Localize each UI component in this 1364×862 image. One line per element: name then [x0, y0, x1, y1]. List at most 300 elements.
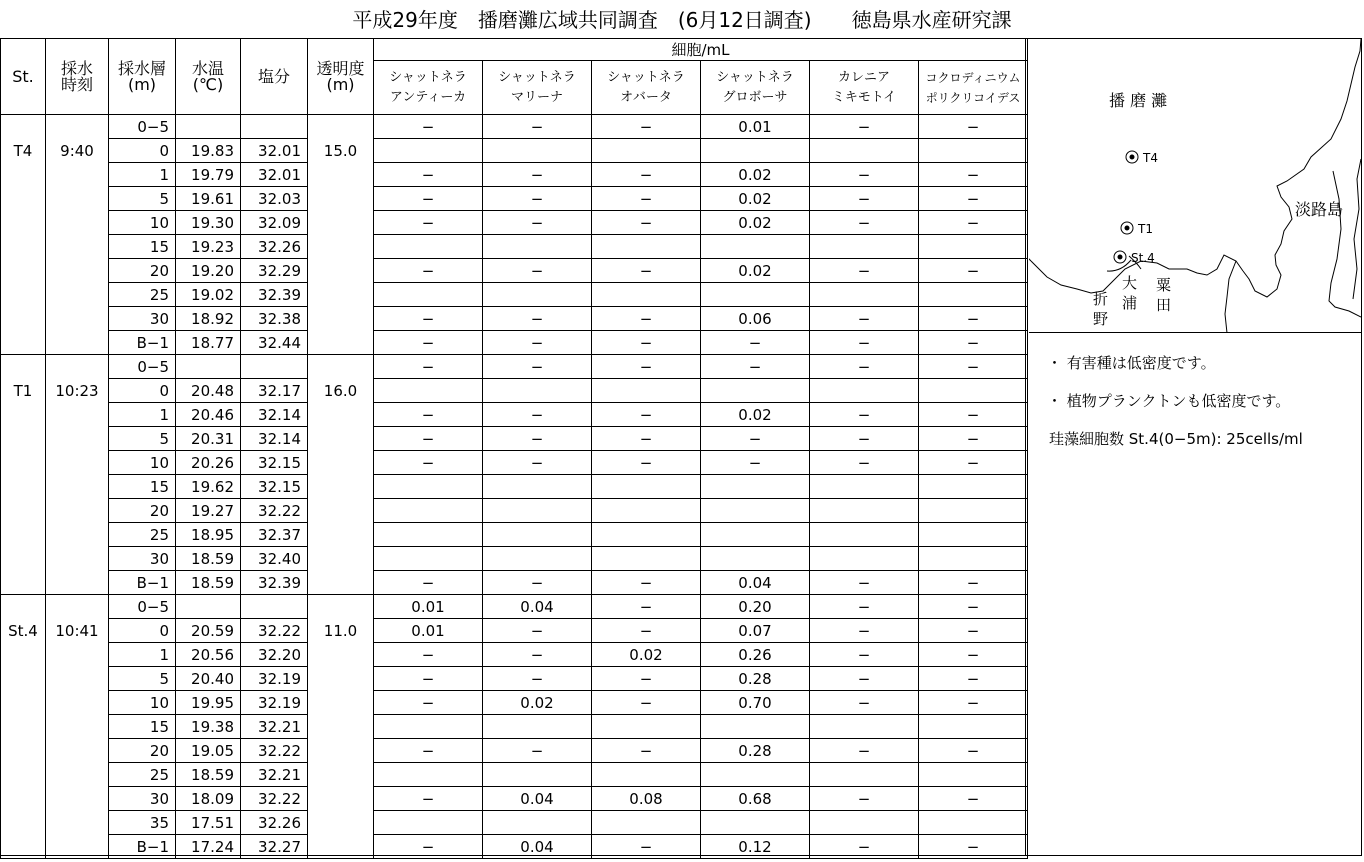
- depth-cell: 1: [109, 163, 176, 187]
- temp-cell: 19.62: [176, 475, 241, 499]
- cell-density: −: [483, 331, 592, 355]
- cell-density: [374, 763, 483, 787]
- cell-density: 0.12: [701, 835, 810, 859]
- cell-density: −: [592, 835, 701, 859]
- salinity-cell: 32.20: [241, 643, 308, 667]
- salinity-cell: 32.26: [241, 235, 308, 259]
- table-row: [1, 595, 1028, 619]
- depth-cell: 1: [109, 643, 176, 667]
- cell-density: 0.04: [483, 787, 592, 811]
- cell-density: −: [592, 451, 701, 475]
- salinity-cell: 32.38: [241, 307, 308, 331]
- cell-density: −: [592, 739, 701, 763]
- cell-density: [592, 235, 701, 259]
- depth-cell: 20: [109, 259, 176, 283]
- cell-density: −: [374, 739, 483, 763]
- depth-cell: 30: [109, 547, 176, 571]
- temp-cell: 20.26: [176, 451, 241, 475]
- cell-density: −: [483, 667, 592, 691]
- cell-density: 0.26: [701, 643, 810, 667]
- salinity-cell: 32.21: [241, 715, 308, 739]
- note-harmful-species: ・ 有害種は低密度です。: [1047, 354, 1216, 372]
- temp-cell: 19.83: [176, 139, 241, 163]
- cell-density: −: [483, 307, 592, 331]
- salinity-cell: 32.01: [241, 163, 308, 187]
- map-sea-label: 播 磨 灘: [1109, 91, 1168, 110]
- salinity-cell: 32.21: [241, 763, 308, 787]
- table-row: [1, 763, 1028, 787]
- depth-cell: 0: [109, 379, 176, 403]
- map-station-t1: T1: [1138, 222, 1153, 236]
- cell-density: −: [810, 667, 919, 691]
- header-species: シャットネラ オバータ: [592, 61, 701, 115]
- cell-density: [592, 475, 701, 499]
- cell-density: [810, 475, 919, 499]
- cell-density: [483, 763, 592, 787]
- table-row: [1, 499, 1028, 523]
- temp-cell: 19.20: [176, 259, 241, 283]
- salinity-cell: 32.03: [241, 187, 308, 211]
- cell-density: [592, 763, 701, 787]
- cell-density: −: [374, 451, 483, 475]
- transparency-cell: 11.0: [308, 595, 374, 859]
- cell-density: −: [592, 307, 701, 331]
- cell-density: −: [919, 427, 1028, 451]
- cell-density: −: [592, 259, 701, 283]
- cell-density: −: [592, 331, 701, 355]
- temp-cell: 20.46: [176, 403, 241, 427]
- time-cell: 10:41: [46, 595, 109, 859]
- cell-density: 0.02: [592, 643, 701, 667]
- cell-density: [483, 499, 592, 523]
- depth-cell: 0: [109, 619, 176, 643]
- depth-cell: 15: [109, 475, 176, 499]
- cell-density: 0.02: [701, 259, 810, 283]
- cell-density: −: [810, 739, 919, 763]
- cell-density: −: [483, 619, 592, 643]
- depth-cell: 1: [109, 403, 176, 427]
- header-species: カレニア ミキモトイ: [810, 61, 919, 115]
- temp-cell: 17.24: [176, 835, 241, 859]
- cell-density: [701, 379, 810, 403]
- cell-density: −: [919, 643, 1028, 667]
- cell-density: −: [592, 403, 701, 427]
- cell-density: −: [701, 355, 810, 379]
- cell-density: −: [592, 163, 701, 187]
- cell-density: −: [919, 691, 1028, 715]
- depth-cell: 30: [109, 787, 176, 811]
- table-row: [1, 835, 1028, 859]
- cell-density: −: [919, 331, 1028, 355]
- cell-density: −: [374, 571, 483, 595]
- cell-density: [592, 523, 701, 547]
- salinity-cell: 32.15: [241, 475, 308, 499]
- cell-density: 0.28: [701, 739, 810, 763]
- salinity-cell: 32.22: [241, 739, 308, 763]
- temp-cell: 20.31: [176, 427, 241, 451]
- cell-density: [810, 763, 919, 787]
- cell-density: [919, 547, 1028, 571]
- cell-density: −: [592, 427, 701, 451]
- cell-density: −: [810, 355, 919, 379]
- table-row: [1, 403, 1028, 427]
- depth-cell: 0−5: [109, 595, 176, 619]
- time-cell: 9:40: [46, 115, 109, 355]
- salinity-cell: 32.22: [241, 619, 308, 643]
- cell-density: [919, 763, 1028, 787]
- right-panel: [1029, 39, 1361, 855]
- table-row: [1, 715, 1028, 739]
- cell-density: −: [483, 211, 592, 235]
- salinity-cell: 32.27: [241, 835, 308, 859]
- cell-density: −: [592, 211, 701, 235]
- cell-density: 0.68: [701, 787, 810, 811]
- map-place-oura: 大 浦: [1122, 274, 1138, 312]
- cell-density: [592, 811, 701, 835]
- header-layer: 採水層 (m): [109, 39, 176, 115]
- table-row: [1, 811, 1028, 835]
- temp-cell: 18.92: [176, 307, 241, 331]
- cell-density: [919, 139, 1028, 163]
- salinity-cell: 32.01: [241, 139, 308, 163]
- table-row: [1, 739, 1028, 763]
- temp-cell: 19.38: [176, 715, 241, 739]
- temp-cell: [176, 355, 241, 379]
- cell-density: −: [374, 331, 483, 355]
- temp-cell: 19.27: [176, 499, 241, 523]
- cell-density: −: [701, 331, 810, 355]
- cell-density: [374, 499, 483, 523]
- station-cell: T4: [1, 115, 46, 355]
- cell-density: [374, 523, 483, 547]
- table-row: [1, 379, 1028, 403]
- salinity-cell: 32.39: [241, 571, 308, 595]
- cell-density: −: [701, 427, 810, 451]
- cell-density: −: [810, 307, 919, 331]
- cell-density: [374, 235, 483, 259]
- cell-density: 0.20: [701, 595, 810, 619]
- temp-cell: 18.09: [176, 787, 241, 811]
- cell-density: [374, 547, 483, 571]
- table-row: [1, 283, 1028, 307]
- temp-cell: 19.30: [176, 211, 241, 235]
- cell-density: −: [919, 187, 1028, 211]
- temp-cell: 19.95: [176, 691, 241, 715]
- cell-density: [374, 715, 483, 739]
- survey-table: [0, 38, 1028, 859]
- salinity-cell: 32.26: [241, 811, 308, 835]
- cell-density: [701, 235, 810, 259]
- cell-density: −: [919, 403, 1028, 427]
- cell-density: −: [810, 643, 919, 667]
- cell-density: −: [919, 211, 1028, 235]
- cell-density: [701, 523, 810, 547]
- header-transparency: 透明度 (m): [308, 39, 374, 115]
- cell-density: 0.02: [701, 211, 810, 235]
- cell-density: [592, 379, 701, 403]
- cell-density: [701, 811, 810, 835]
- cell-density: [701, 763, 810, 787]
- temp-cell: 19.61: [176, 187, 241, 211]
- cell-density: −: [483, 571, 592, 595]
- cell-density: [374, 811, 483, 835]
- temp-cell: 18.59: [176, 763, 241, 787]
- cell-density: 0.04: [483, 835, 592, 859]
- temp-cell: 20.40: [176, 667, 241, 691]
- cell-density: [919, 715, 1028, 739]
- depth-cell: 25: [109, 283, 176, 307]
- cell-density: 0.04: [701, 571, 810, 595]
- depth-cell: 25: [109, 763, 176, 787]
- cell-density: 0.01: [374, 619, 483, 643]
- cell-density: −: [919, 787, 1028, 811]
- cell-density: −: [810, 211, 919, 235]
- cell-density: 0.70: [701, 691, 810, 715]
- depth-cell: 20: [109, 499, 176, 523]
- cell-density: 0.02: [701, 163, 810, 187]
- table-row: [1, 139, 1028, 163]
- table-row: [1, 187, 1028, 211]
- salinity-cell: 32.09: [241, 211, 308, 235]
- cell-density: [701, 475, 810, 499]
- salinity-cell: 32.19: [241, 691, 308, 715]
- cell-density: −: [483, 259, 592, 283]
- cell-density: −: [810, 571, 919, 595]
- cell-density: [483, 139, 592, 163]
- cell-density: −: [810, 115, 919, 139]
- cell-density: −: [810, 835, 919, 859]
- cell-density: [919, 811, 1028, 835]
- header-time: 採水 時刻: [46, 39, 109, 115]
- cell-density: −: [810, 403, 919, 427]
- cell-density: 0.04: [483, 595, 592, 619]
- cell-density: −: [592, 187, 701, 211]
- salinity-cell: 32.22: [241, 499, 308, 523]
- table-row: [1, 691, 1028, 715]
- table-row: [1, 259, 1028, 283]
- cell-density: [810, 139, 919, 163]
- depth-cell: 30: [109, 307, 176, 331]
- cell-density: −: [592, 571, 701, 595]
- cell-density: [701, 547, 810, 571]
- table-row: [1, 787, 1028, 811]
- cell-density: 0.02: [701, 187, 810, 211]
- salinity-cell: 32.14: [241, 403, 308, 427]
- cell-density: [919, 499, 1028, 523]
- cell-density: −: [592, 691, 701, 715]
- cell-density: 0.02: [483, 691, 592, 715]
- location-map: [1029, 39, 1361, 333]
- table-row: [1, 163, 1028, 187]
- cell-density: [919, 235, 1028, 259]
- cell-density: [592, 139, 701, 163]
- cell-density: [374, 379, 483, 403]
- cell-density: −: [592, 115, 701, 139]
- table-row: [1, 451, 1028, 475]
- transparency-cell: 16.0: [308, 355, 374, 595]
- salinity-cell: 32.15: [241, 451, 308, 475]
- cell-density: −: [483, 643, 592, 667]
- depth-cell: B−1: [109, 835, 176, 859]
- salinity-cell: 32.40: [241, 547, 308, 571]
- table-row: [1, 355, 1028, 379]
- cell-density: −: [919, 451, 1028, 475]
- cell-density: 0.08: [592, 787, 701, 811]
- cell-density: −: [919, 355, 1028, 379]
- cell-density: −: [919, 259, 1028, 283]
- cell-density: −: [810, 187, 919, 211]
- cell-density: [592, 283, 701, 307]
- temp-cell: 19.05: [176, 739, 241, 763]
- cell-density: −: [483, 451, 592, 475]
- cell-density: −: [374, 667, 483, 691]
- cell-density: −: [810, 259, 919, 283]
- page-title: 平成29年度 播磨灘広域共同調査 (6月12日調査) 徳島県水産研究課: [352, 8, 1012, 32]
- depth-cell: 10: [109, 211, 176, 235]
- table-row: [1, 307, 1028, 331]
- transparency-cell: 15.0: [308, 115, 374, 355]
- cell-density: −: [810, 691, 919, 715]
- cell-density: −: [592, 355, 701, 379]
- cell-density: −: [919, 571, 1028, 595]
- cell-density: −: [374, 115, 483, 139]
- temp-cell: [176, 595, 241, 619]
- table-row: [1, 571, 1028, 595]
- cell-density: −: [810, 595, 919, 619]
- table-row: [1, 235, 1028, 259]
- salinity-cell: 32.17: [241, 379, 308, 403]
- cell-density: [374, 139, 483, 163]
- cell-density: −: [919, 667, 1028, 691]
- depth-cell: 15: [109, 715, 176, 739]
- depth-cell: 5: [109, 667, 176, 691]
- cell-density: −: [592, 667, 701, 691]
- cell-density: [701, 283, 810, 307]
- salinity-cell: [241, 115, 308, 139]
- station-cell: St.4: [1, 595, 46, 859]
- depth-cell: B−1: [109, 571, 176, 595]
- table-row: [1, 547, 1028, 571]
- cell-density: [483, 715, 592, 739]
- cell-density: [810, 547, 919, 571]
- depth-cell: 25: [109, 523, 176, 547]
- cell-density: 0.02: [701, 403, 810, 427]
- depth-cell: 0−5: [109, 115, 176, 139]
- cell-density: −: [919, 307, 1028, 331]
- cell-density: [919, 475, 1028, 499]
- cell-density: −: [483, 403, 592, 427]
- cell-density: −: [810, 619, 919, 643]
- cell-density: −: [374, 211, 483, 235]
- depth-cell: 10: [109, 451, 176, 475]
- salinity-cell: [241, 355, 308, 379]
- depth-cell: B−1: [109, 331, 176, 355]
- cell-density: [701, 715, 810, 739]
- temp-cell: 19.02: [176, 283, 241, 307]
- header-cells: 細胞/mL: [374, 39, 1028, 61]
- cell-density: [592, 715, 701, 739]
- cell-density: −: [919, 835, 1028, 859]
- map-place-orino: 折 野: [1093, 290, 1109, 328]
- map-station-t4: T4: [1143, 151, 1158, 165]
- cell-density: −: [810, 427, 919, 451]
- header-temp: 水温 (℃): [176, 39, 241, 115]
- cell-density: −: [374, 643, 483, 667]
- table-row: [1, 115, 1028, 139]
- depth-cell: 5: [109, 187, 176, 211]
- salinity-cell: 32.44: [241, 331, 308, 355]
- cell-density: −: [374, 835, 483, 859]
- cell-density: [483, 523, 592, 547]
- temp-cell: 17.51: [176, 811, 241, 835]
- salinity-cell: [241, 595, 308, 619]
- table-row: [1, 523, 1028, 547]
- cell-density: [592, 547, 701, 571]
- cell-density: 0.28: [701, 667, 810, 691]
- cell-density: −: [592, 595, 701, 619]
- salinity-cell: 32.22: [241, 787, 308, 811]
- cell-density: [483, 283, 592, 307]
- cell-density: [483, 235, 592, 259]
- cell-density: 0.07: [701, 619, 810, 643]
- cell-density: [919, 283, 1028, 307]
- cell-density: 0.06: [701, 307, 810, 331]
- time-cell: 10:23: [46, 355, 109, 595]
- coastline-map: [1029, 39, 1361, 333]
- salinity-cell: 32.39: [241, 283, 308, 307]
- header-species: コクロディニウム ポリクリコイデス: [919, 61, 1028, 115]
- header-station: St.: [1, 39, 46, 115]
- cell-density: [810, 811, 919, 835]
- temp-cell: 20.59: [176, 619, 241, 643]
- depth-cell: 5: [109, 427, 176, 451]
- cell-density: −: [919, 595, 1028, 619]
- cell-density: [810, 283, 919, 307]
- cell-density: [919, 379, 1028, 403]
- table-row: [1, 427, 1028, 451]
- temp-cell: [176, 115, 241, 139]
- cell-density: −: [374, 403, 483, 427]
- temp-cell: 18.59: [176, 571, 241, 595]
- map-place-awata: 粟 田: [1156, 276, 1172, 314]
- cell-density: −: [374, 787, 483, 811]
- depth-cell: 15: [109, 235, 176, 259]
- salinity-cell: 32.29: [241, 259, 308, 283]
- cell-density: [483, 547, 592, 571]
- cell-density: [810, 235, 919, 259]
- table-row: [1, 475, 1028, 499]
- cell-density: −: [374, 259, 483, 283]
- temp-cell: 18.77: [176, 331, 241, 355]
- temp-cell: 19.79: [176, 163, 241, 187]
- cell-density: −: [919, 163, 1028, 187]
- temp-cell: 20.56: [176, 643, 241, 667]
- cell-density: −: [483, 115, 592, 139]
- cell-density: −: [374, 187, 483, 211]
- temp-cell: 19.23: [176, 235, 241, 259]
- header-species: シャットネラ グロボーサ: [701, 61, 810, 115]
- cell-density: −: [919, 619, 1028, 643]
- cell-density: −: [810, 331, 919, 355]
- temp-cell: 18.59: [176, 547, 241, 571]
- cell-density: [919, 523, 1028, 547]
- cell-density: −: [810, 451, 919, 475]
- cell-density: −: [374, 307, 483, 331]
- map-island-label: 淡路島: [1295, 200, 1344, 219]
- cell-density: −: [810, 163, 919, 187]
- depth-cell: 35: [109, 811, 176, 835]
- table-row: [1, 667, 1028, 691]
